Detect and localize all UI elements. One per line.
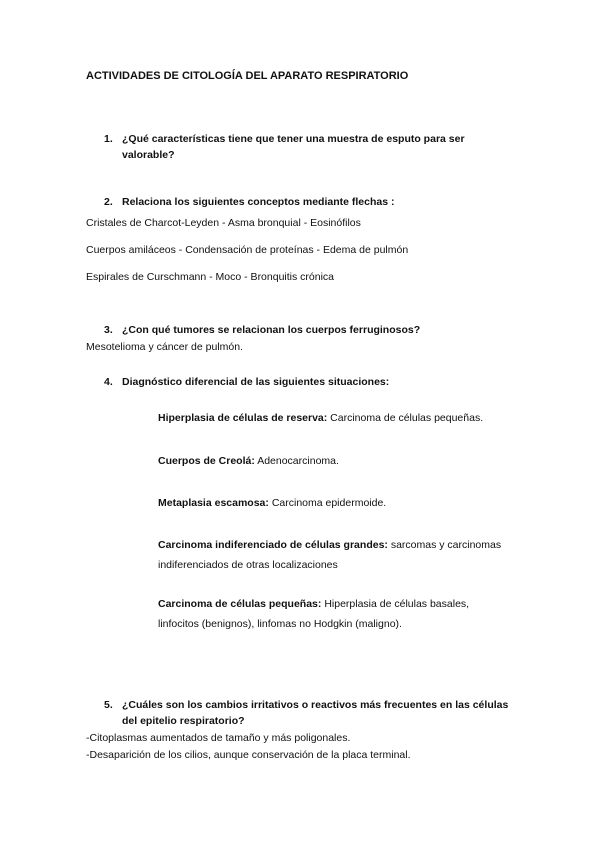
question-3-text: ¿Con qué tumores se relacionan los cuerpos ferruginosos? <box>122 324 421 336</box>
q4-item-1 <box>158 412 483 424</box>
question-4-text: Diagnóstico diferencial de las siguientes situaciones: <box>122 376 390 388</box>
q4-item-2 <box>158 455 339 467</box>
question-5-text-line-1: ¿Cuáles son los cambios irritativos o reactivos más frecuentes en las células <box>122 699 509 711</box>
question-1-text-line-2: valorable? <box>122 149 175 161</box>
q4-item-5-term: Carcinoma de células pequeñas: <box>158 598 322 610</box>
question-2-row-1: Cristales de Charcot-Leyden - Asma bronquial - Eosinófilos <box>86 217 361 229</box>
q4-item-5 <box>158 598 469 610</box>
q4-item-3-term: Metaplasia escamosa: <box>158 497 269 509</box>
q4-item-1-term: Hiperplasia de células de reserva: <box>158 412 328 424</box>
q4-item-1-answer: Carcinoma de células pequeñas. <box>327 412 484 424</box>
question-2-number: 2. <box>104 196 113 208</box>
question-2-row-3: Espirales de Curschmann - Moco - Bronquitis crónica <box>86 271 335 283</box>
question-5-answer-1: -Citoplasmas aumentados de tamaño y más poligonales. <box>86 732 351 744</box>
question-2-text: Relaciona los siguientes conceptos mediante flechas : <box>122 196 395 208</box>
question-5-answer-2: -Desaparición de los cilios, aunque conservación de la placa terminal. <box>86 749 411 761</box>
question-5-number: 5. <box>104 699 113 711</box>
q4-item-5-answer: Hiperplasia de células basales, <box>321 598 470 610</box>
question-1-text-line-1: ¿Qué características tiene que tener una muestra de esputo para ser <box>122 133 465 145</box>
q4-item-2-answer: Adenocarcinoma. <box>254 455 339 467</box>
question-3-answer: Mesotelioma y cáncer de pulmón. <box>86 341 243 353</box>
q4-item-4-term: Carcinoma indiferenciado de células grandes: <box>158 539 388 551</box>
q4-item-4-answer: sarcomas y carcinomas <box>387 539 502 551</box>
question-1-number: 1. <box>104 133 113 145</box>
q4-item-4 <box>158 539 501 551</box>
q4-item-4-continuation: indiferenciados de otras localizaciones <box>158 559 338 571</box>
page-title: ACTIVIDADES DE CITOLOGÍA DEL APARATO RESPIRATORIO <box>86 70 409 82</box>
question-4-number: 4. <box>104 376 113 388</box>
question-2-row-2: Cuerpos amiláceos - Condensación de proteínas - Edema de pulmón <box>86 244 409 256</box>
q4-item-2-term: Cuerpos de Creolá: <box>158 455 255 467</box>
q4-item-5-continuation: linfocitos (benignos), linfomas no Hodgkin (maligno). <box>158 618 402 630</box>
question-5-text-line-2: del epitelio respiratorio? <box>122 715 245 727</box>
question-3-number: 3. <box>104 324 113 336</box>
q4-item-3 <box>158 497 386 509</box>
q4-item-3-answer: Carcinoma epidermoide. <box>268 497 387 509</box>
